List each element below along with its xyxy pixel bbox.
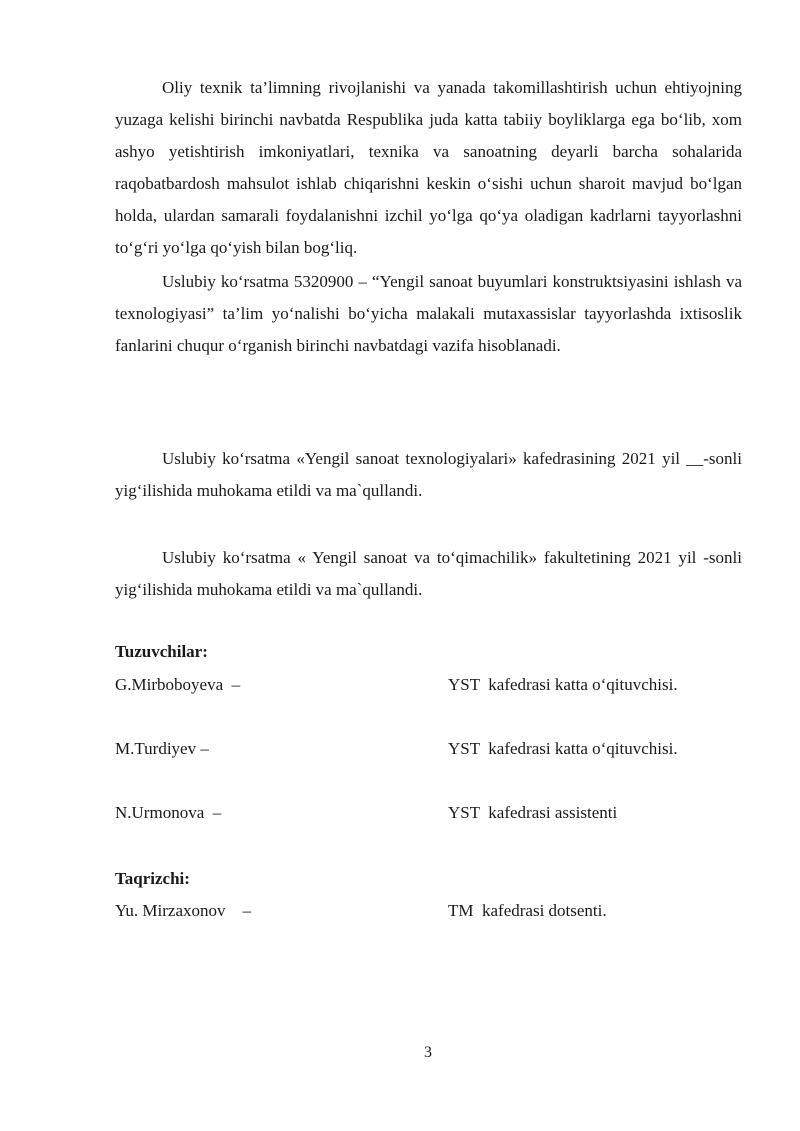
page-number: 3	[424, 1044, 432, 1061]
author-entry	[115, 675, 742, 699]
reviewer-position: TM kafedrasi dotsenti.	[448, 901, 607, 920]
reviewer-entry	[115, 901, 742, 925]
author-entry	[115, 739, 742, 763]
author-name: N.Urmonova –	[115, 803, 222, 822]
author-position: YST kafedrasi assistenti	[448, 803, 618, 822]
purpose-paragraph: Uslubiy ko‘rsatma 5320900 – “Yengil sanoat buyumlari konstruktsiyasini ishlash va texnologiyasi” ta’lim yo‘nalishi bo‘yicha malakali mutaxassislar tayyorlashda ixtisoslik fanlarini chuqur o‘rganish birinchi navbatdagi vazifa hisoblanadi.	[115, 272, 742, 355]
author-entry	[115, 803, 742, 827]
reviewer-heading: Taqrizchi:	[115, 869, 190, 888]
department-approval-paragraph: Uslubiy ko‘rsatma «Yengil sanoat texnologiyalari» kafedrasining 2021 yil __-sonli yig‘ilishida muhokama etildi va ma`qullandi.	[115, 449, 742, 500]
faculty-approval-paragraph: Uslubiy ko‘rsatma « Yengil sanoat va to‘qimachilik» fakultetining 2021 yil -sonli yig‘ilishida muhokama etildi va ma`qullandi.	[115, 548, 742, 599]
author-name: M.Turdiyev –	[115, 739, 209, 758]
authors-heading: Tuzuvchilar:	[115, 642, 208, 661]
intro-paragraph: Oliy texnik ta’limning rivojlanishi va yanada takomillashtirish uchun ehtiyojning yuzaga kelishi birinchi navbatda Respublika juda katta tabiiy boyliklarga ega bo‘lib, xom ashyo yetishtirish imkoniyatlari, texnika va sanoatning deyarli barcha sohalarida raqobatbardosh mahsulot ishlab chiqarishni keskin o‘sishi uchun sharoit mavjud bo‘lgan holda, ulardan samarali foydalanishni izchil yo‘lga qo‘ya oladigan kadrlarni tayyorlashni to‘g‘ri yo‘lga qo‘yish bilan bog‘liq.	[115, 78, 742, 257]
author-position: YST kafedrasi katta o‘qituvchisi.	[448, 739, 678, 758]
author-position: YST kafedrasi katta o‘qituvchisi.	[448, 675, 678, 694]
reviewer-name: Yu. Mirzaxonov –	[115, 901, 251, 920]
author-name: G.Mirboboyeva –	[115, 675, 241, 694]
